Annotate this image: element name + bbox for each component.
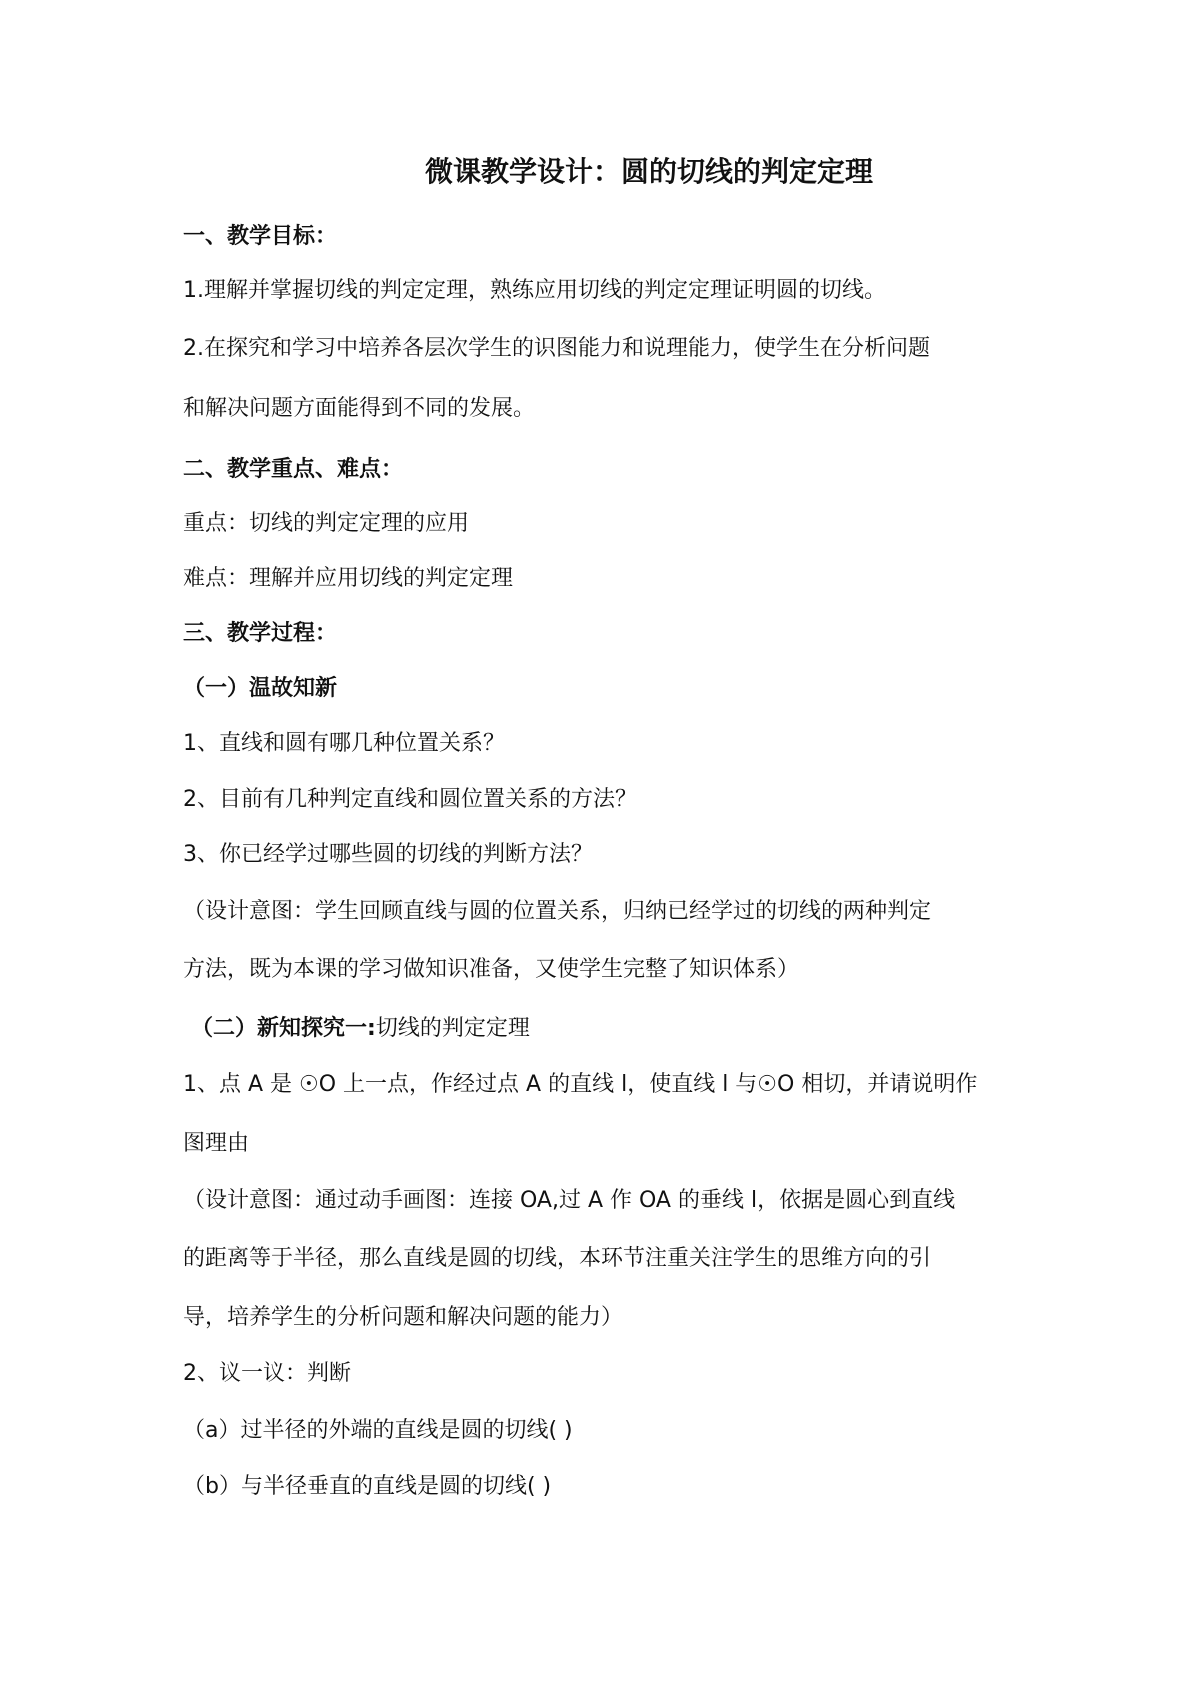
design-intent-2-line-3: 导，培养学生的分析问题和解决问题的能力） bbox=[183, 1305, 624, 1330]
section-heading-key-points: 二、教学重点、难点： bbox=[183, 457, 404, 482]
part-heading-explore bbox=[191, 1014, 530, 1044]
difficult-point: 难点：理解并应用切线的判定定理 bbox=[183, 566, 514, 591]
review-question-3: 3、你已经学过哪些圆的切线的判断方法？ bbox=[183, 842, 593, 867]
design-intent-2-line-1: （设计意图：通过动手画图：连接 OA,过 A 作 OA 的垂线 l，依据是圆心到直线 bbox=[183, 1188, 956, 1213]
goal-item-2-line-2: 和解决问题方面能得到不同的发展。 bbox=[183, 396, 536, 421]
goal-item-1: 1.理解并掌握切线的判定定理，熟练应用切线的判定定理证明圆的切线。 bbox=[183, 278, 886, 303]
goal-item-2-line-1: 2.在探究和学习中培养各层次学生的识图能力和说理能力，使学生在分析问题 bbox=[183, 336, 930, 361]
design-intent-1-line-2: 方法，既为本课的学习做知识准备，又使学生完整了知识体系） bbox=[183, 957, 800, 982]
task-1-line-2: 图理由 bbox=[183, 1131, 250, 1156]
task-1-line-1: 1、点 A 是 ☉O 上一点，作经过点 A 的直线 l，使直线 l 与☉O 相切，并请说明作 bbox=[183, 1072, 978, 1097]
judgement-a: （a）过半径的外端的直线是圆的切线( ) bbox=[183, 1418, 573, 1443]
part-heading-explore-rest: 切线的判定定理 bbox=[375, 1016, 530, 1041]
part-heading-review: （一）温故知新 bbox=[183, 676, 338, 701]
task-2: 2、议一议：判断 bbox=[183, 1361, 351, 1386]
document-title: 微课教学设计：圆的切线的判定定理 bbox=[425, 155, 874, 188]
review-question-2: 2、目前有几种判定直线和圆位置关系的方法？ bbox=[183, 787, 637, 812]
design-intent-2-line-2: 的距离等于半径，那么直线是圆的切线，本环节注重关注学生的思维方向的引 bbox=[183, 1246, 932, 1271]
section-heading-process: 三、教学过程： bbox=[183, 621, 338, 646]
section-heading-goals: 一、教学目标： bbox=[183, 224, 338, 249]
key-point: 重点：切线的判定定理的应用 bbox=[183, 511, 470, 536]
judgement-b: （b）与半径垂直的直线是圆的切线( ) bbox=[183, 1474, 552, 1499]
design-intent-1-line-1: （设计意图：学生回顾直线与圆的位置关系，归纳已经学过的切线的两种判定 bbox=[183, 899, 932, 924]
part-heading-explore-bold: （二）新知探究一: bbox=[191, 1016, 376, 1041]
review-question-1: 1、直线和圆有哪几种位置关系？ bbox=[183, 731, 505, 756]
